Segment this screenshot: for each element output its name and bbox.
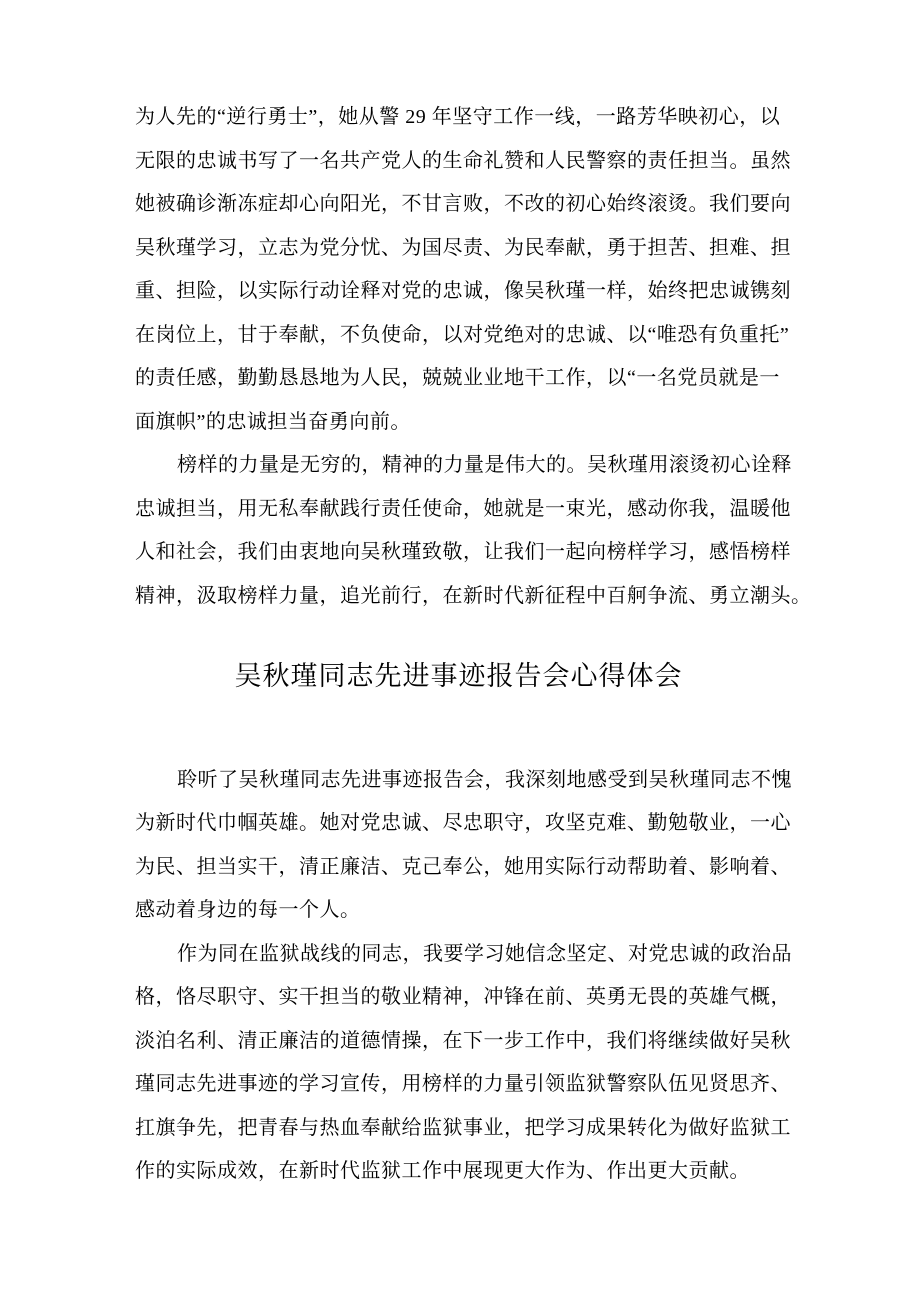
text-line: 格，恪尽职守、实干担当的敬业精神，冲锋在前、英勇无畏的英雄气概， <box>135 986 791 1008</box>
text-line: 面旗帜”的忠诚担当奋勇向前。 <box>135 410 411 433</box>
text-line: 为人先的“逆行勇士”，她从警 29 年坚守工作一线，一路芳华映初心，以 <box>135 106 781 128</box>
text-line: 作为同在监狱战线的同志，我要学习她信念坚定、对党忠诚的政治品 <box>177 942 792 965</box>
text-line: 的责任感，勤勤恳恳地为人民，兢兢业业地干工作，以“一名党员就是一 <box>135 367 780 389</box>
text-line: 人和社会，我们由衷地向吴秋瑾致敬，让我们一起向榜样学习，感悟榜样 <box>135 541 791 563</box>
text-line: 扛旗争先，把青春与热血奉献给监狱事业，把学习成果转化为做好监狱工 <box>135 1116 791 1139</box>
paragraph-reflection <box>135 759 792 933</box>
text-line: 忠诚担当，用无私奉献践行责任使命，她就是一束光，感动你我，温暖他 <box>135 497 791 520</box>
text-line: 精神，汲取榜样力量，追光前行，在新时代新征程中百舸争流、勇立潮头。 <box>135 584 812 607</box>
text-line: 淡泊名利、清正廉洁的道德情操，在下一步工作中，我们将继续做好吴秋 <box>135 1029 791 1052</box>
text-line: 重、担险，以实际行动诠释对党的忠诚，像吴秋瑾一样，始终把忠诚镌刻 <box>135 280 791 302</box>
text-line: 她被确诊渐冻症却心向阳光，不甘言败，不改的初心始终滚烫。我们要向 <box>135 193 791 215</box>
text-line: 榜样的力量是无穷的，精神的力量是伟大的。吴秋瑾用滚烫初心诠释 <box>177 454 792 476</box>
text-line: 吴秋瑾学习，立志为党分忧、为国尽责、为民奉献，勇于担苦、担难、担 <box>135 236 791 259</box>
text-line: 为新时代巾帼英雄。她对党忠诚、尽忠职守，攻坚克难、勤勉敬业，一心 <box>135 812 791 834</box>
text-line: 瑾同志先进事迹的学习宣传，用榜样的力量引领监狱警察队伍见贤思齐、 <box>135 1073 791 1095</box>
paragraph-role-model <box>135 444 812 618</box>
text-line: 作的实际成效，在新时代监狱工作中展现更大作为、作出更大贡献。 <box>135 1160 750 1182</box>
paragraph-continued <box>135 96 791 444</box>
document-heading: 吴秋瑾同志先进事迹报告会心得体会 <box>234 661 683 691</box>
paragraph-commitment <box>135 933 792 1194</box>
text-line: 感动着身边的每一个人。 <box>135 899 361 921</box>
text-line: 聆听了吴秋瑾同志先进事迹报告会，我深刻地感受到吴秋瑾同志不愧 <box>177 768 792 791</box>
text-line: 为民、担当实干，清正廉洁、克己奉公，她用实际行动帮助着、影响着、 <box>135 855 791 878</box>
text-line: 无限的忠诚书写了一名共产党人的生命礼赞和人民警察的责任担当。虽然 <box>135 149 791 172</box>
text-line: 在岗位上，甘于奉献，不负使命，以对党绝对的忠诚、以“唯恐有负重托” <box>135 323 790 346</box>
